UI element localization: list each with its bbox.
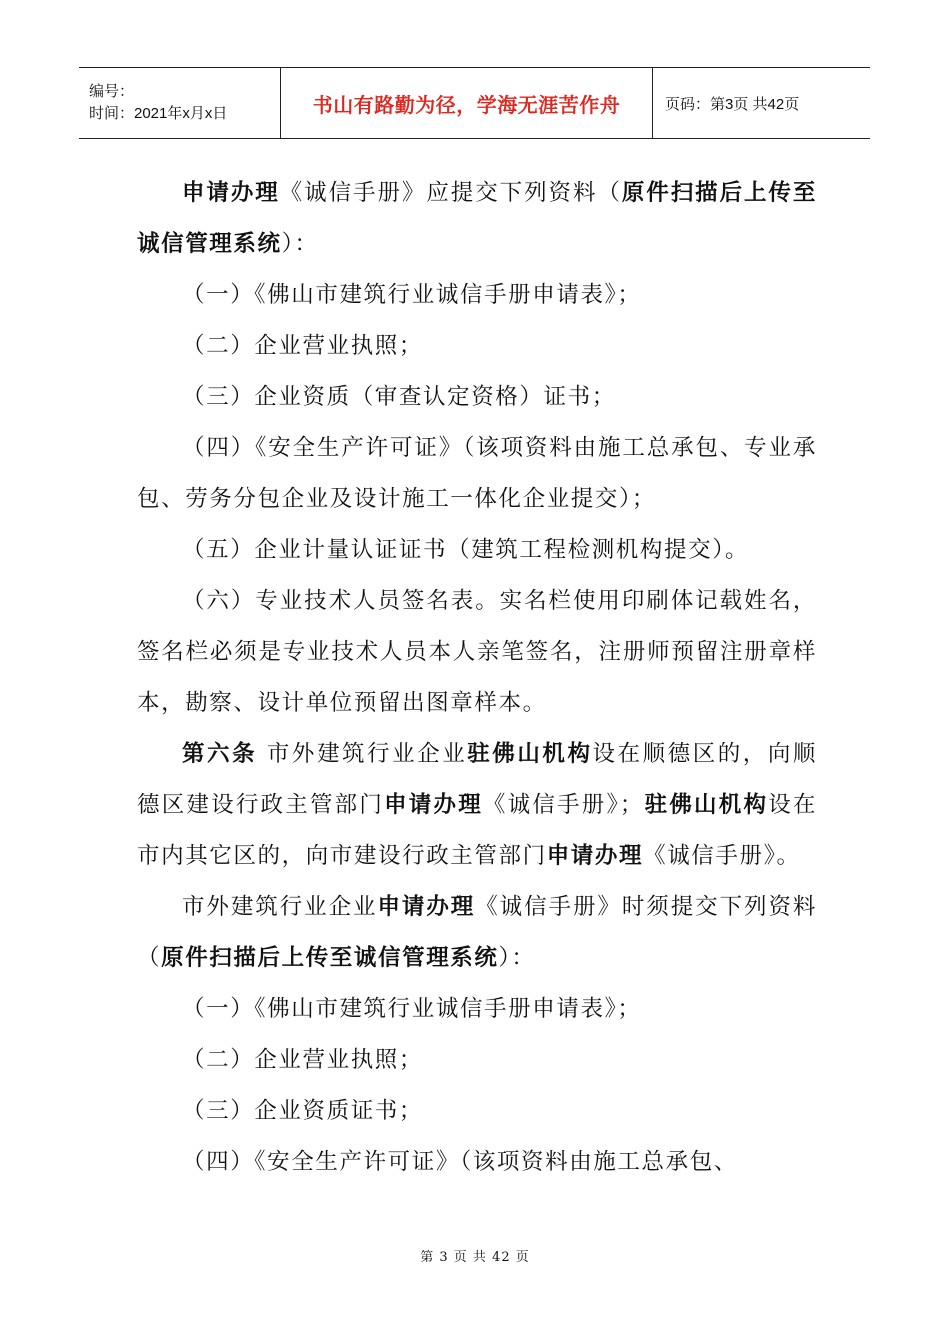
bold-text: 申请办理 [384, 792, 483, 818]
bold-text: 驻佛山机构 [644, 792, 769, 818]
list-item: （二）企业营业执照； [182, 333, 424, 359]
list-item: （五）企业计量认证证书（建筑工程检测机构提交）。 [182, 537, 750, 563]
header-page-cell [653, 68, 870, 138]
date-label: 时间：2021年x月x日 [89, 105, 228, 122]
text-span: 设在市内其它区的，向市建设行政主管部门 [137, 792, 817, 869]
motto-text: 书山有路勤为径，学海无涯苦作舟 [312, 92, 621, 117]
paragraph-external [137, 882, 817, 984]
text-span: 市外建筑行业企业 [257, 741, 468, 767]
text-span: 设在顺德区的，向顺德区建设行政主管部门 [137, 741, 817, 818]
text-span: 《诚信手册》。 [643, 843, 801, 869]
text-span: ）： [281, 231, 319, 257]
list-item: （一）《佛山市建筑行业诚信手册申请表》； [182, 996, 642, 1022]
list-item: （三）企业资质（审查认定资格）证书； [182, 384, 616, 410]
header-motto-cell [280, 68, 653, 138]
list-item: （二）企业营业执照； [182, 1047, 424, 1073]
paragraph-intro [137, 168, 817, 270]
list-item: （四）《安全生产许可证》（该项资料由施工总承包、 [182, 1149, 738, 1175]
text-span: 市外建筑行业企业 [182, 894, 378, 920]
bold-text: 驻佛山机构 [467, 741, 593, 767]
article-six [137, 729, 817, 882]
header-meta [79, 68, 280, 138]
text-span: 《诚信手册》时须提交下列资料（ [137, 894, 817, 971]
list-item: （六）专业技术人员签名表。实名栏使用印刷体记载姓名，签名栏必须是专业技术人员本人亲笔签名，注册师预留注册章样本，勘察、设计单位预留出图章样本。 [137, 588, 817, 716]
bold-text: 原件扫描后上传至诚信管理系统 [137, 180, 817, 257]
list-item: （一）《佛山市建筑行业诚信手册申请表》； [182, 282, 642, 308]
text-span: ）： [498, 945, 536, 971]
list-item: （四）《安全生产许可证》（该项资料由施工总承包、专业承包、劳务分包企业及设计施工一体化企业提交）； [137, 435, 817, 512]
article-heading: 第六条 [182, 741, 258, 767]
page-header [79, 67, 870, 139]
page-number-label: 页码：第3页 共42页 [665, 95, 800, 113]
serial-number-label: 编号： [89, 83, 135, 100]
bold-text: 申请办理 [182, 180, 280, 206]
list-item: （三）企业资质证书； [182, 1098, 424, 1124]
document-body [137, 168, 817, 1188]
bold-text: 原件扫描后上传至诚信管理系统 [161, 945, 499, 971]
bold-text: 申请办理 [377, 894, 476, 920]
bold-text: 申请办理 [546, 843, 644, 869]
text-span: 《诚信手册》应提交下列资料（ [279, 180, 622, 206]
page-footer: 第 3 页 共 42 页 [420, 1250, 530, 1265]
text-span: 《诚信手册》； [482, 792, 645, 818]
